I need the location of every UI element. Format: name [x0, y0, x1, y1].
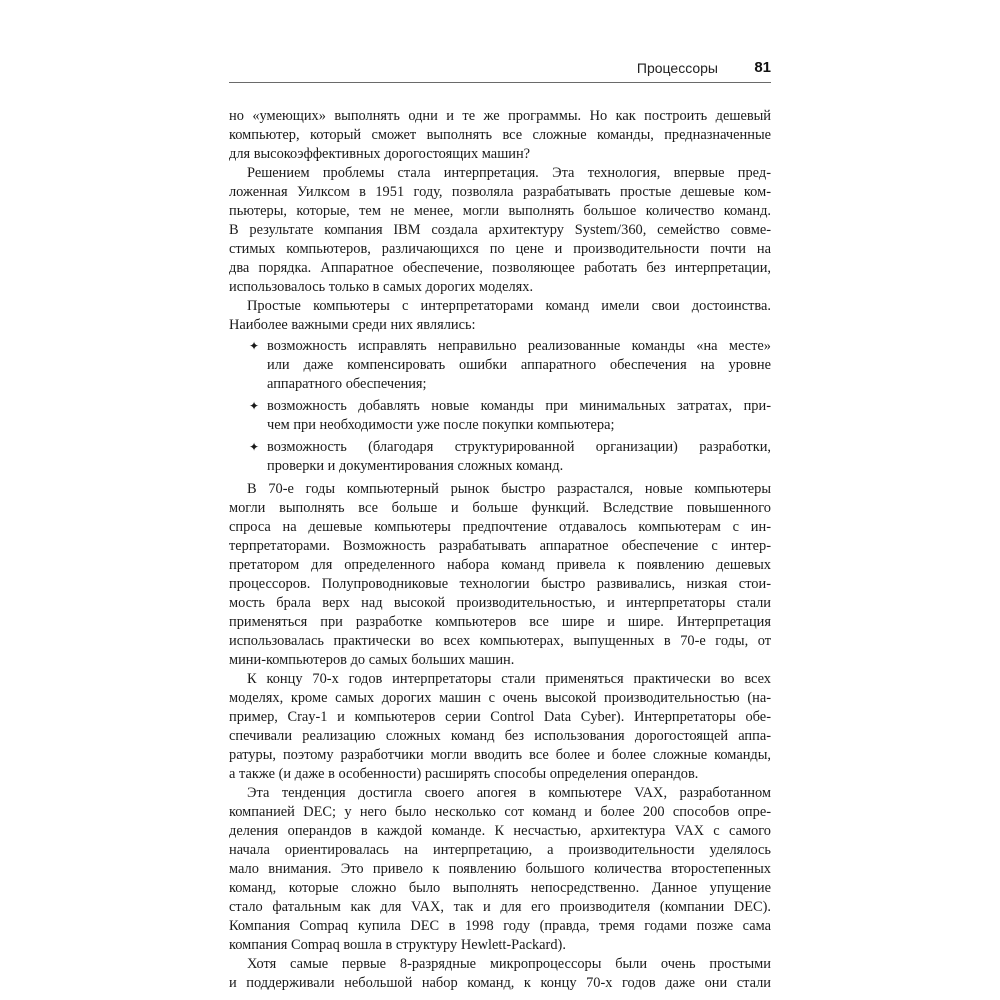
bullet-star-icon: ✦ — [249, 440, 260, 454]
text-line: Простые компьютеры с интерпретаторами команд имели свои достоинства. — [247, 298, 771, 314]
page-number: 81 — [754, 59, 771, 76]
text-line: и поддерживали небольшой набор команд, к концу 70-х годов даже они стали — [229, 975, 771, 991]
text-line: процессоров. Полупроводниковые технологии быстро развивались, низкая стои- — [229, 576, 771, 592]
text-line: компания Compaq вошла в структуру Hewlett-Packard). — [229, 937, 566, 953]
text-line: начала ориентировалась на интерпретацию, а производительности уделялось — [229, 842, 771, 858]
paragraph — [229, 955, 771, 993]
paragraph — [229, 784, 771, 955]
text-line: спечивали реализацию сложных команд без использования дорогостоящей аппа- — [229, 728, 771, 744]
text-line: Хотя самые первые 8-разрядные микропроцессоры были очень простыми — [247, 956, 771, 972]
list-item-line: или даже компенсировать ошибки аппаратного обеспечения на уровне — [267, 357, 771, 373]
text-line: два порядка. Аппаратное обеспечение, позволяющее работать без интерпретации, — [229, 260, 771, 276]
text-line: мало внимания. Это привело к появлению большого количества второстепенных — [229, 861, 771, 877]
paragraph — [229, 164, 771, 297]
chapter-title: Процессоры — [636, 60, 718, 76]
text-line: использовалась практически во всех компьютерах, выпущенных в 70-е годы, от — [229, 633, 771, 649]
text-line: для высокоэффективных дорогостоящих машин? — [229, 146, 531, 162]
text-line: Решением проблемы стала интерпретация. Эта технология, впервые пред- — [247, 165, 771, 181]
text-line: Наиболее важными среди них являлись: — [229, 317, 476, 333]
page-body — [229, 107, 771, 993]
text-line: Эта тенденция достигла своего апогея в компьютере VAX, разработанном — [247, 785, 771, 801]
text-line: претатором для определенного набора команд привела к появлению дешевых — [229, 557, 771, 573]
list-item-line: чем при необходимости уже после покупки компьютера; — [267, 417, 615, 433]
list-item-line: возможность добавлять новые команды при минимальных затратах, при- — [267, 398, 771, 414]
text-line: ратуры, поэтому разработчики могли вводить все более и более сложные команды, — [229, 747, 771, 763]
text-line: мость брала верх над высокой производительностью, и интерпретаторы стали — [229, 595, 771, 611]
paragraph — [229, 480, 771, 670]
text-line: команд, которые сложно было выполнять непосредственно. Данное упущение — [229, 880, 771, 896]
text-line: К концу 70-х годов интерпретаторы стали применяться практически во всех — [247, 671, 771, 687]
list-item — [229, 438, 771, 476]
text-line: компьютер, который сможет выполнять все сложные команды, предназначенные — [229, 127, 771, 143]
text-line: пьютеры, которые, тем не менее, могли выполнять большое количество команд. — [229, 203, 771, 219]
paragraph — [229, 670, 771, 784]
text-line: В 70-е годы компьютерный рынок быстро разрастался, новые компьютеры — [247, 481, 771, 497]
text-line: применяться при разработке компьютеров все шире и шире. Интерпретация — [229, 614, 771, 630]
bullet-star-icon: ✦ — [249, 399, 260, 413]
list-item-line: возможность (благодаря структурированной организации) разработки, — [267, 439, 771, 455]
text-line: ложенная Уилксом в 1951 году, позволяла разрабатывать простые дешевые ком- — [229, 184, 771, 200]
text-line: Компания Compaq купила DEC в 1998 году (правда, тремя годами позже сама — [229, 918, 771, 934]
text-line: деления операндов в каждой команде. К несчастью, архитектура VAX с самого — [229, 823, 771, 839]
text-line: спроса на дешевые компьютеры предпочтение отдавалось компьютерам с ин- — [229, 519, 771, 535]
bullet-star-icon: ✦ — [249, 339, 260, 353]
text-line: могли выполнять все больше и больше функций. Вследствие повышенного — [229, 500, 771, 516]
text-line: В результате компания IBM создала архитектуру System/360, семейство совме- — [229, 222, 771, 238]
list-item-line: возможность исправлять неправильно реализованные команды «на месте» — [267, 338, 771, 354]
text-line: мини-компьютеров до самых больших машин. — [229, 652, 515, 668]
bullet-list — [229, 337, 771, 476]
paragraphs-after-list — [229, 480, 771, 993]
text-line: стало фатальным как для VAX, так и для его производителя (компании DEC). — [229, 899, 771, 915]
text-line: использовалось только в самых дорогих моделях. — [229, 279, 534, 295]
paragraph — [229, 297, 771, 335]
text-line: стимых компьютеров, различающихся по цене и производительности почти на — [229, 241, 771, 257]
text-line: пример, Cray-1 и компьютеров серии Control Data Cyber). Интерпретаторы обе- — [229, 709, 771, 725]
text-line: терпретаторами. Возможность разрабатывать аппаратное обеспечение с интер- — [229, 538, 771, 554]
list-item-line: проверки и документирования сложных команд. — [267, 458, 564, 474]
text-line: а также (и даже в особенности) расширять способы определения операндов. — [229, 766, 699, 782]
list-item-line: аппаратного обеспечения; — [267, 376, 427, 392]
list-item — [229, 337, 771, 394]
text-line: но «умеющих» выполнять одни и те же программы. Но как построить дешевый — [229, 108, 771, 124]
text-line: компанией DEC; у него было несколько сот команд и более 200 способов опре- — [229, 804, 771, 820]
paragraph — [229, 107, 771, 164]
paragraphs-before-list — [229, 107, 771, 335]
running-header — [229, 58, 771, 83]
list-item — [229, 397, 771, 435]
text-line: моделях, кроме самых дорогих машин с очень высокой производительностью (на- — [229, 690, 771, 706]
